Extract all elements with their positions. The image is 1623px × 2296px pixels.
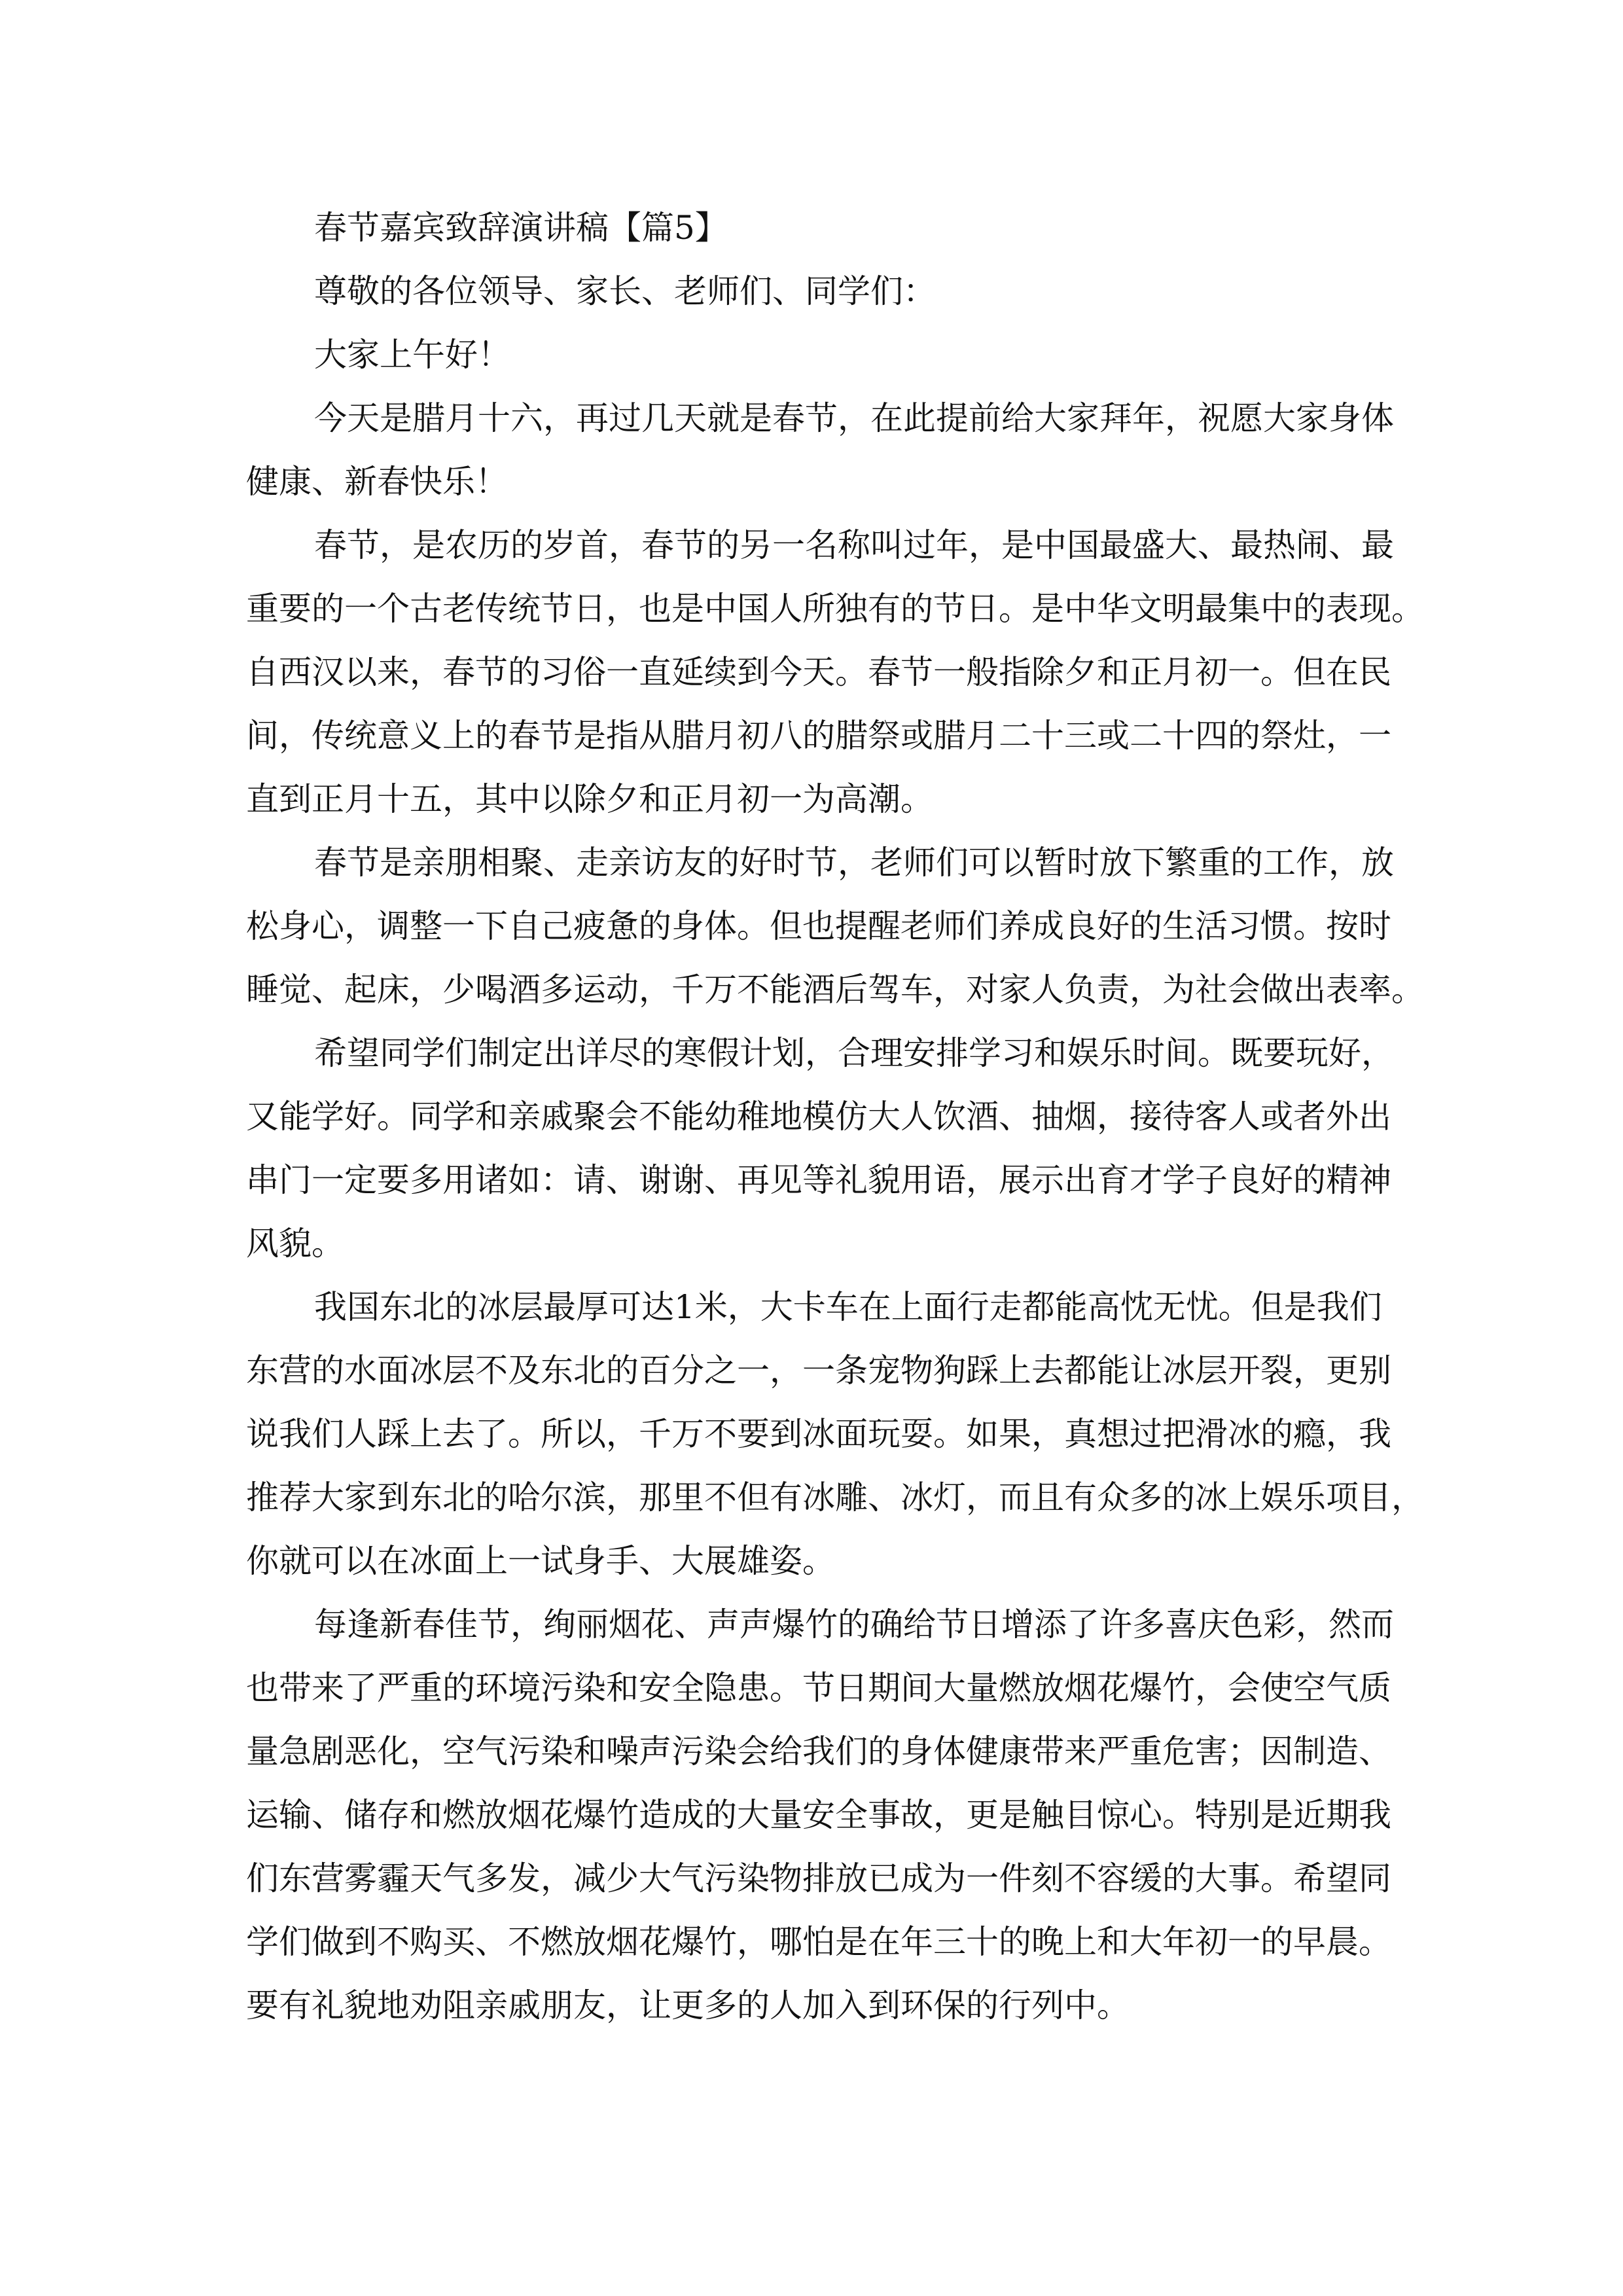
text-line: 松身心，调整一下自己疲惫的身体。但也提醒老师们养成良好的生活习惯。按时 bbox=[246, 907, 1391, 945]
text-line: 健康、新春快乐！ bbox=[246, 463, 508, 501]
text-line: 我国东北的冰层最厚可达1米，大卡车在上面行走都能高忱无忧。但是我们 bbox=[314, 1288, 1382, 1326]
text-line: 睡觉、起床，少喝酒多运动，千万不能酒后驾车，对家人负责，为社会做出表率。 bbox=[246, 971, 1424, 1009]
text-line: 今天是腊月十六，再过几天就是春节，在此提前给大家拜年，祝愿大家身体 bbox=[314, 399, 1394, 437]
text-line: 运输、储存和燃放烟花爆竹造成的大量安全事故，更是触目惊心。特别是近期我 bbox=[246, 1796, 1391, 1834]
paragraph-5 bbox=[246, 1276, 1424, 1593]
paragraph-6 bbox=[246, 1593, 1394, 2037]
paragraph-1 bbox=[246, 387, 1394, 514]
text-line: 风貌。 bbox=[246, 1225, 344, 1263]
text-line: 重要的一个古老传统节日，也是中国人所独有的节日。是中华文明最集中的表现。 bbox=[246, 590, 1424, 628]
text-line: 直到正月十五，其中以除夕和正月初一为高潮。 bbox=[246, 780, 933, 818]
text-line: 你就可以在冰面上一试身手、大展雄姿。 bbox=[246, 1542, 835, 1580]
paragraph-2 bbox=[246, 514, 1424, 831]
paragraph-3 bbox=[246, 831, 1424, 1022]
text-line: 推荐大家到东北的哈尔滨，那里不但有冰雕、冰灯，而且有众多的冰上娱乐项目， bbox=[246, 1479, 1424, 1516]
text-line: 自西汉以来，春节的习俗一直延续到今天。春节一般指除夕和正月初一。但在民 bbox=[246, 653, 1391, 691]
document-title: 春节嘉宾致辞演讲稿【篇5】 bbox=[314, 209, 728, 247]
text-line: 也带来了严重的环境污染和安全隐患。节日期间大量燃放烟花爆竹，会使空气质 bbox=[246, 1669, 1391, 1707]
salutation: 尊敬的各位领导、家长、老师们、同学们： bbox=[314, 272, 936, 310]
text-line: 要有礼貌地劝阻亲戚朋友，让更多的人加入到环保的行列中。 bbox=[246, 1986, 1130, 2024]
text-line: 量急剧恶化，空气污染和噪声污染会给我们的身体健康带来严重危害；因制造、 bbox=[246, 1732, 1391, 1770]
text-line: 每逢新春佳节，绚丽烟花、声声爆竹的确给节日增添了许多喜庆色彩，然而 bbox=[314, 1605, 1394, 1643]
document-body bbox=[246, 196, 1424, 2037]
text-line: 间，传统意义上的春节是指从腊月初八的腊祭或腊月二十三或二十四的祭灶，一 bbox=[246, 717, 1391, 755]
text-line: 希望同学们制定出详尽的寒假计划，合理安排学习和娱乐时间。既要玩好， bbox=[314, 1034, 1394, 1072]
text-line: 又能学好。同学和亲戚聚会不能幼稚地模仿大人饮酒、抽烟，接待客人或者外出 bbox=[246, 1098, 1391, 1136]
text-line: 学们做到不购买、不燃放烟花爆竹，哪怕是在年三十的晚上和大年初一的早晨。 bbox=[246, 1923, 1391, 1961]
paragraph-4 bbox=[246, 1022, 1394, 1276]
text-line: 东营的水面冰层不及东北的百分之一，一条宠物狗踩上去都能让冰层开裂，更别 bbox=[246, 1352, 1391, 1390]
text-line: 说我们人踩上去了。所以，千万不要到冰面玩耍。如果，真想过把滑冰的瘾，我 bbox=[246, 1415, 1391, 1453]
text-line: 串门一定要多用诸如：请、谢谢、再见等礼貌用语，展示出育才学子良好的精神 bbox=[246, 1161, 1391, 1199]
text-line: 们东营雾霾天气多发，减少大气污染物排放已成为一件刻不容缓的大事。希望同 bbox=[246, 1859, 1391, 1897]
greeting: 大家上午好！ bbox=[314, 336, 510, 374]
text-line: 春节是亲朋相聚、走亲访友的好时节，老师们可以暂时放下繁重的工作，放 bbox=[314, 844, 1394, 882]
text-line: 春节，是农历的岁首，春节的另一名称叫过年，是中国最盛大、最热闹、最 bbox=[314, 526, 1394, 564]
